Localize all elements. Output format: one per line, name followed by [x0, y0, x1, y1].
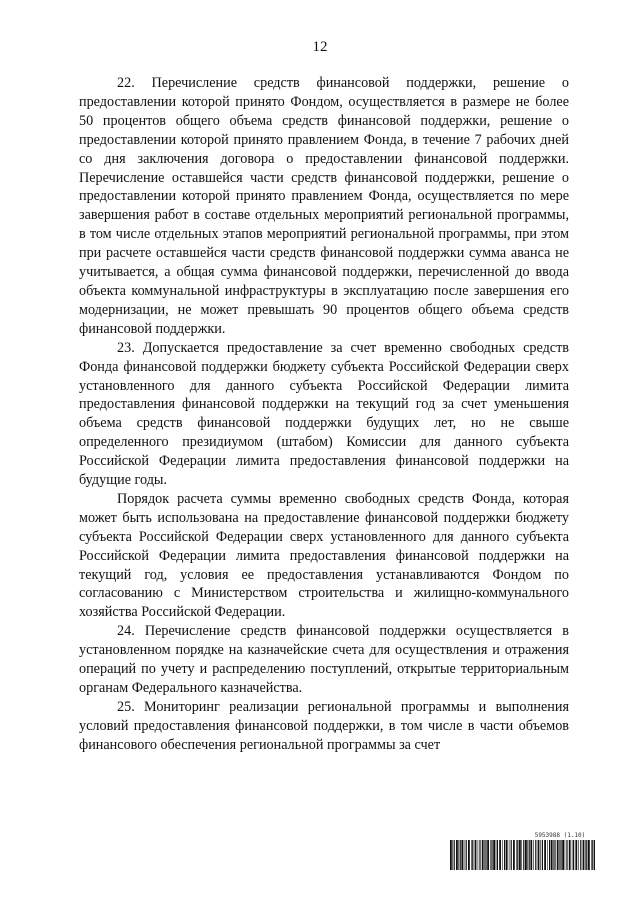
barcode-label: 5953988 (1.10): [534, 832, 586, 839]
paragraph-22: 22. Перечисление средств финансовой поддержки, решение о предоставлении которой принято Фондом, осуществляется в размере не более 50 процентов общего объема средств финансовой поддержки, решение о предоставлении которой принято правлением Фонда, в течение 7 рабочих дней со дня заключения договора о предоставлении финансовой поддержки. Перечисление оставшейся части средств финансовой поддержки, решение о предоставлении которой принято правлением Фонда, осуществляется по мере завершения работ в составе отдельных мероприятий региональной программы, в том числе отдельных этапов мероприятий региональной программы, при этом при расчете оставшейся части средств финансовой поддержки сумма аванса не учитывается, а общая сумма финансовой поддержки, перечисленной до ввода объекта коммунальной инфраструктуры в эксплуатацию после завершения его модернизации, не может превышать 90 процентов общего объема средств финансовой поддержки.: [79, 75, 569, 337]
paragraph-23: 23. Допускается предоставление за счет временно свободных средств Фонда финансовой поддержки бюджету субъекта Российской Федерации сверх установленного для данного субъекта Российской Федерации лимита предоставления финансовой поддержки на текущий год за счет уменьшения объема средств финансовой поддержки будущих лет, но не свыше определенного президиумом (штабом) Комиссии для данного субъекта Российской Федерации лимита предоставления финансовой поддержки на будущие годы.: [79, 339, 569, 489]
paragraph-25: 25. Мониторинг реализации региональной программы и выполнения условий предоставления финансовой поддержки, в том числе в части объемов финансового обеспечения региональной программы за счет: [79, 698, 569, 753]
paragraph-23-procedure: Порядок расчета суммы временно свободных средств Фонда, которая может быть использована на предоставление финансовой поддержки бюджету субъекта Российской Федерации сверх установленного для данного субъекта Российской Федерации лимита предоставления финансовой поддержки на текущий год, условия ее предоставления устанавливаются Фондом по согласованию с Министерством строительства и жилищно-коммунального хозяйства Российской Федерации.: [79, 490, 569, 621]
page-number: 12: [312, 39, 328, 55]
document-body: [79, 74, 569, 755]
paragraph-24: 24. Перечисление средств финансовой поддержки осуществляется в установленном порядке на казначейские счета для осуществления и отражения операций по учету и распределению поступлений, открытые территориальным органам Федерального казначейства.: [79, 623, 569, 696]
barcode-icon: [450, 840, 595, 870]
